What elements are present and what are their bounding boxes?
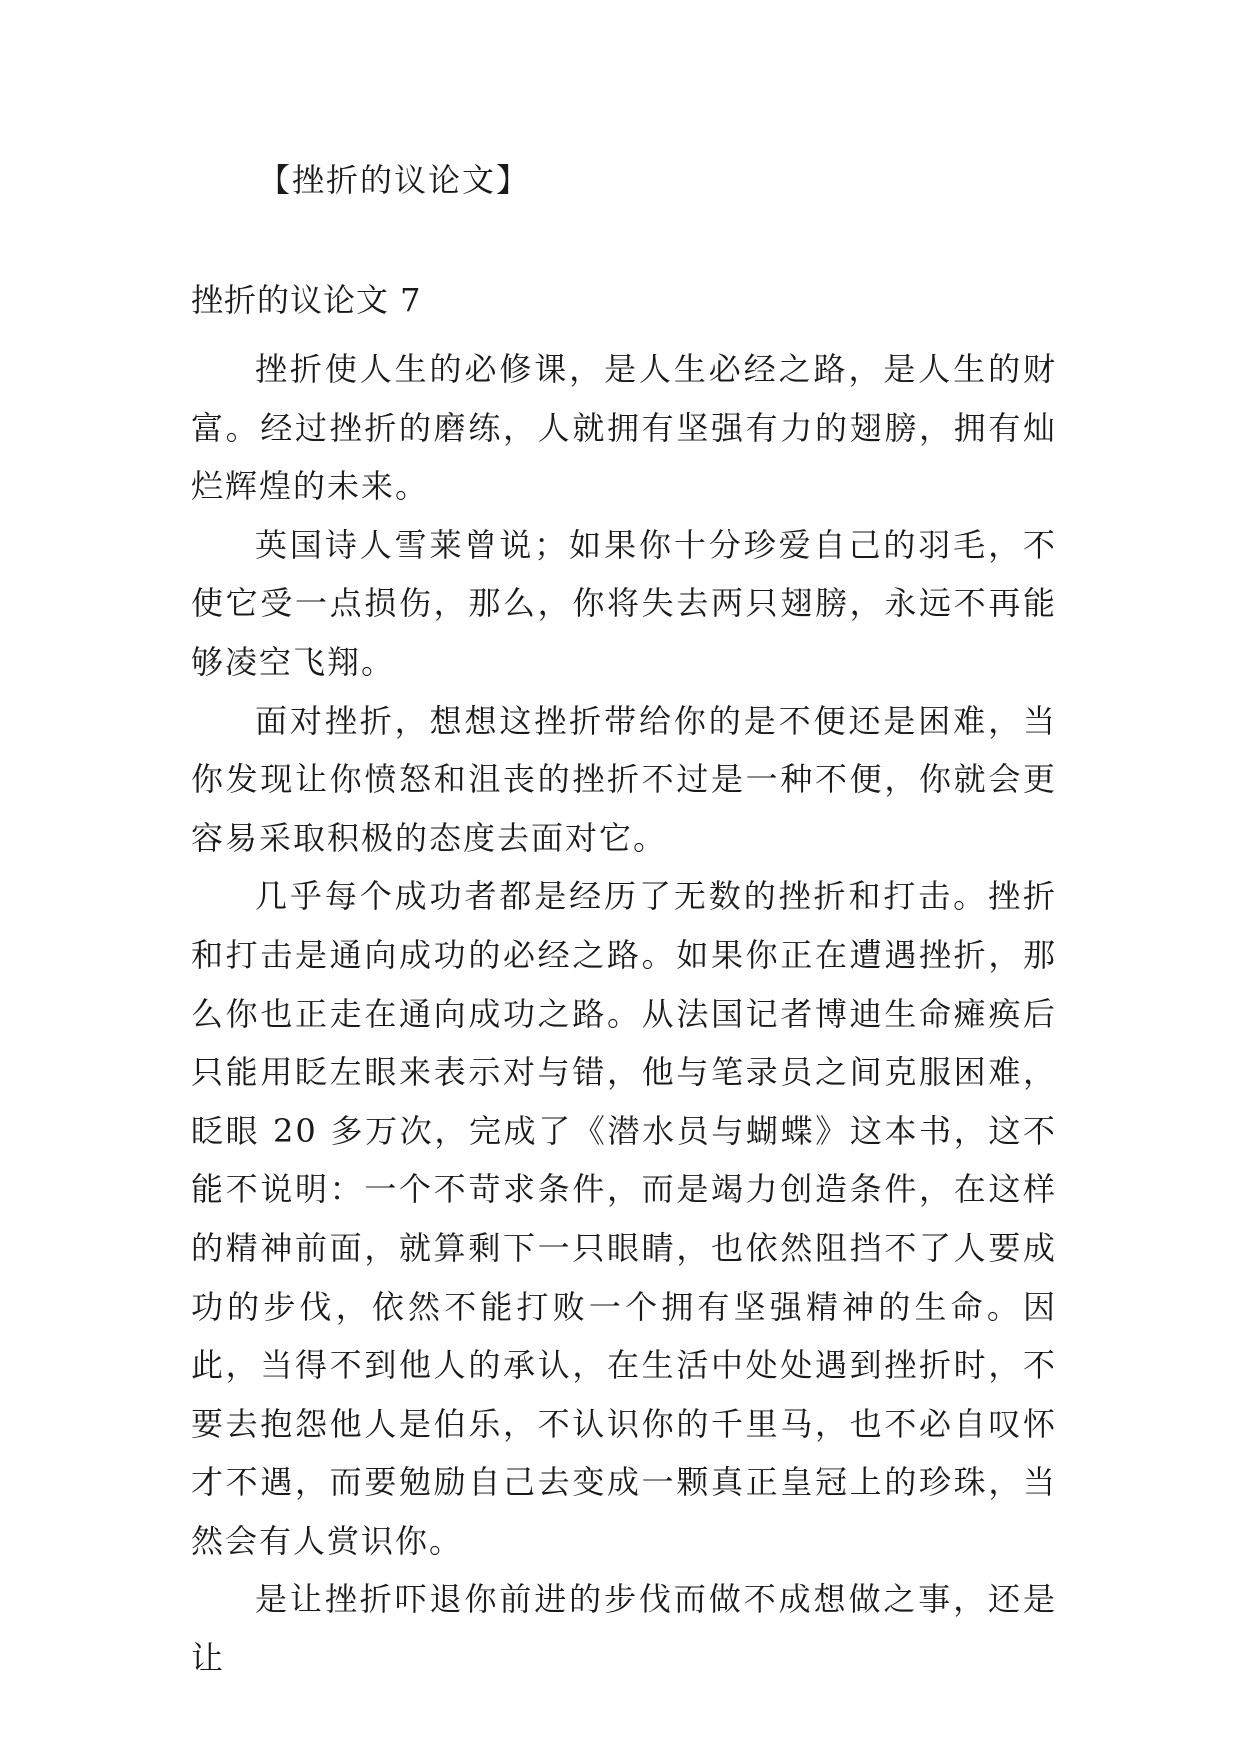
document-body — [191, 340, 1057, 1688]
paragraph-4: 几乎每个成功者都是经历了无数的挫折和打击。挫折和打击是通向成功的必经之路。如果你正在遭遇挫折，那么你也正走在通向成功之路。从法国记者博迪生命瘫痪后只能用眨左眼来表示对与错，他与笔录员之间克服困难，眨眼 20 多万次，完成了《潜水员与蝴蝶》这本书，这不能不说明：一个不苛求条件，而是竭力创造条件，在这样的精神前面，就算剩下一只眼睛，也依然阻挡不了人要成功的步伐，依然不能打败一个拥有坚强精神的生命。因此，当得不到他人的承认，在生活中处处遇到挫折时，不要去抱怨他人是伯乐，不认识你的千里马，也不必自叹怀才不遇，而要勉励自己去变成一颗真正皇冠上的珍珠，当然会有人赏识你。 — [191, 877, 1057, 1560]
paragraph-1: 挫折使人生的必修课，是人生必经之路，是人生的财富。经过挫折的磨练，人就拥有坚强有力的翅膀，拥有灿烂辉煌的未来。 — [191, 350, 1057, 506]
header-title: 【挫折的议论文】 — [258, 161, 531, 199]
paragraph-2: 英国诗人雪莱曾说；如果你十分珍爱自己的羽毛，不使它受一点损伤，那么，你将失去两只翅膀，永远不再能够凌空飞翔。 — [191, 525, 1057, 681]
document-title: 挫折的议论文 7 — [191, 281, 422, 319]
paragraph-5: 是让挫折吓退你前进的步伐而做不成想做之事，还是让 — [191, 1580, 1057, 1678]
paragraph-3: 面对挫折，想想这挫折带给你的是不便还是困难，当你发现让你愤怒和沮丧的挫折不过是一种不便，你就会更容易采取积极的态度去面对它。 — [191, 701, 1057, 857]
